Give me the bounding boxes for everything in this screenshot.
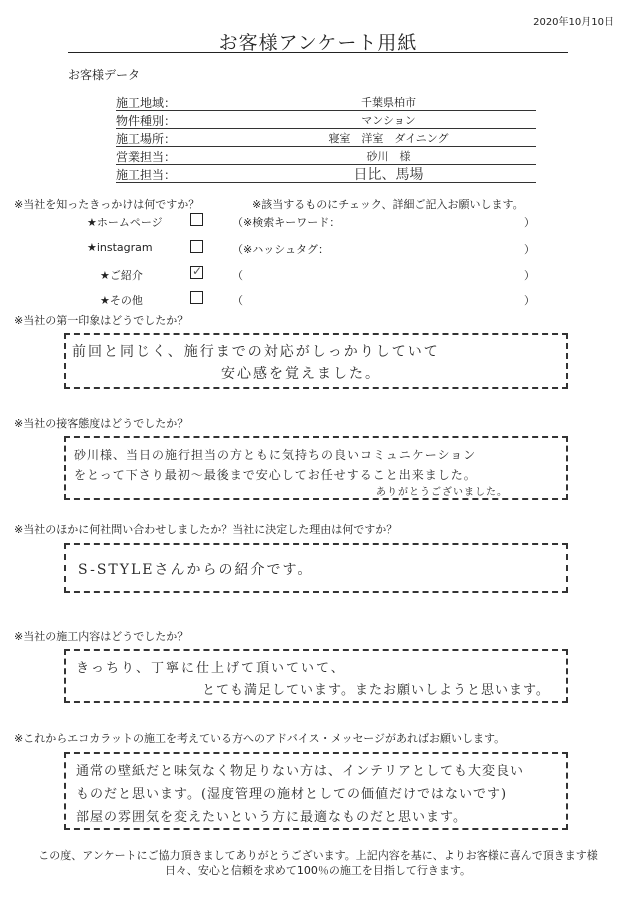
answer-box-other-companies <box>64 543 568 593</box>
answer-line: をとって下さり最初〜最後まで安心してお任せすること出来ました。 <box>74 468 477 482</box>
title-underline <box>68 52 568 53</box>
info-value: 砂川 様 <box>366 150 411 163</box>
info-label: 施工場所： <box>116 132 177 146</box>
checkbox-referral[interactable] <box>190 266 203 279</box>
answer-line: 前回と同じく、施行までの対応がしっかりしていて <box>72 344 440 360</box>
answer-line: きっちり、丁寧に仕上げて頂いていて、 <box>76 661 346 676</box>
info-label: 施工地域： <box>116 96 177 110</box>
question-construction-quality: ※当社の施工内容はどうでしたか？ <box>14 630 189 643</box>
footer-message-line1: この度、アンケートにご協力頂きましてありがとうございます。上記内容を基に、よりお客様に喜んで頂きます様 <box>38 849 598 862</box>
answer-line: ものだと思います。(湿度管理の施材としての価値だけではないです) <box>76 787 508 802</box>
option-close-paren: ） <box>524 294 535 307</box>
check-mark-icon: ✓ <box>192 264 203 278</box>
info-label: 物件種別： <box>116 114 177 128</box>
answer-line-thanks: ありがとうございました。 <box>376 487 508 498</box>
info-label: 施工担当： <box>116 168 177 182</box>
question-advice-message: ※これからエコカラットの施工を考えている方へのアドバイス・メッセージがあればお願いします。 <box>14 732 506 745</box>
checkbox-homepage[interactable] <box>190 213 203 226</box>
answer-line: 部屋の雰囲気を変えたいという方に最適なものだと思います。 <box>76 810 467 825</box>
info-row-installer <box>116 165 536 183</box>
answer-line: 安心感を覚えました。 <box>221 366 381 382</box>
footer-message-line2: 日々、安心と信頼を求めて100％の施工を目指して行きます。 <box>164 864 472 877</box>
info-value: 寝室 洋室 ダイニング <box>328 132 449 145</box>
option-label-homepage: ★ホームページ <box>87 216 163 229</box>
answer-line: 通常の壁紙だと味気なく物足りない方は、インテリアとしても大変良い <box>76 764 525 779</box>
answer-box-construction-quality <box>64 649 568 703</box>
info-value: 千葉県柏市 <box>361 96 416 109</box>
info-value: 日比、馬場 <box>353 167 424 183</box>
option-detail-referral: （ <box>232 269 243 282</box>
checkbox-instagram[interactable] <box>190 240 203 253</box>
option-label-instagram: ★instagram <box>87 241 153 254</box>
answer-box-advice-message <box>64 752 568 830</box>
page-title: お客様アンケート用紙 <box>218 32 418 54</box>
info-row-property-type <box>116 111 536 129</box>
option-label-other: ★その他 <box>100 294 143 307</box>
answer-line: とても満足しています。またお願いしようと思います。 <box>202 683 550 698</box>
answer-line: S-STYLEさんからの紹介です。 <box>78 562 314 578</box>
customer-section-label: お客様データ <box>68 68 141 82</box>
question-how-found: ※当社を知ったきっかけは何ですか？ <box>14 198 200 211</box>
answer-box-first-impression <box>64 333 568 389</box>
option-detail-homepage: （※検索キーワード： <box>232 216 341 229</box>
answer-line: 砂川様、当日の施行担当の方ともに気持ちの良いコミュニケーション <box>74 448 477 462</box>
option-detail-instagram: （※ハッシュタグ： <box>232 243 329 256</box>
question-service-attitude: ※当社の接客態度はどうでしたか？ <box>14 417 189 430</box>
option-close-paren: ） <box>524 243 535 256</box>
answer-box-service-attitude <box>64 436 568 500</box>
info-value: マンション <box>361 114 416 127</box>
option-label-referral: ★ご紹介 <box>100 269 143 282</box>
question-first-impression: ※当社の第一印象はどうでしたか？ <box>14 314 189 327</box>
option-detail-other: （ <box>232 294 243 307</box>
survey-date: 2020年10月10日 <box>533 17 614 28</box>
checkbox-other[interactable] <box>190 291 203 304</box>
info-row-location <box>116 129 536 147</box>
info-label: 営業担当： <box>116 150 177 164</box>
option-close-paren: ） <box>524 216 535 229</box>
question-note: ※該当するものにチェック、詳細ご記入お願いします。 <box>252 198 524 211</box>
info-underline <box>116 182 536 183</box>
info-row-sales-rep <box>116 147 536 165</box>
question-other-companies: ※当社のほかに何社問い合わせしましたか？当社に決定した理由は何ですか？ <box>14 523 398 536</box>
option-close-paren: ） <box>524 269 535 282</box>
info-row-area <box>116 93 536 111</box>
